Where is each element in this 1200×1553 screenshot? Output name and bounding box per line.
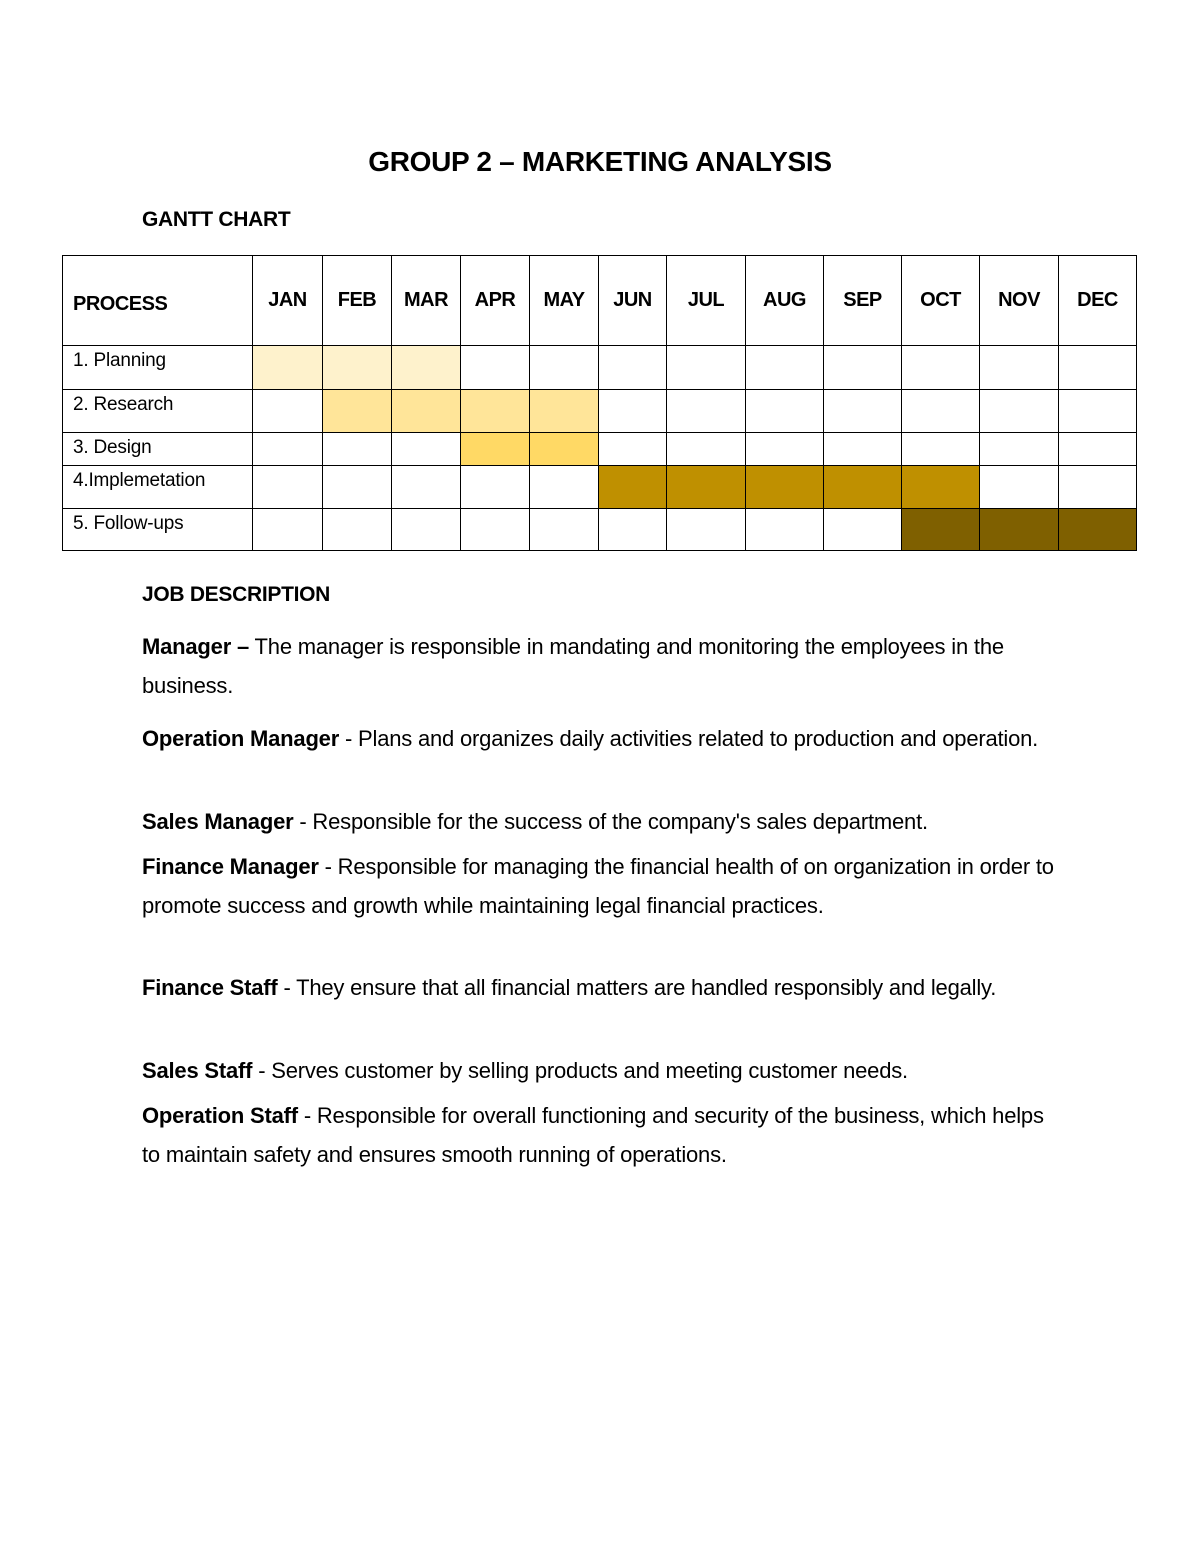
gantt-bar-cell [392, 346, 461, 390]
gantt-empty-cell [392, 433, 461, 466]
gantt-task-row [63, 466, 1137, 509]
job-role: Manager – [142, 634, 250, 659]
gantt-empty-cell [1059, 390, 1137, 433]
gantt-chart-table [62, 255, 1137, 551]
document-title: GROUP 2 – MARKETING ANALYSIS [368, 146, 832, 177]
gantt-chart-heading: GANTT CHART [142, 208, 291, 231]
job-description-finance-manager [142, 848, 1062, 925]
gantt-task-row [63, 509, 1137, 551]
month-header-oct: OCT [902, 256, 980, 346]
job-description-sales-manager [142, 803, 1062, 842]
month-header-nov: NOV [980, 256, 1059, 346]
gantt-empty-cell [461, 346, 530, 390]
month-header-dec: DEC [1059, 256, 1137, 346]
gantt-empty-cell [530, 346, 599, 390]
month-header-jun: JUN [599, 256, 667, 346]
gantt-empty-cell [392, 466, 461, 509]
gantt-empty-cell [599, 390, 667, 433]
gantt-empty-cell [599, 433, 667, 466]
process-column-header: PROCESS [63, 256, 253, 346]
gantt-empty-cell [253, 390, 323, 433]
gantt-empty-cell [746, 346, 824, 390]
gantt-empty-cell [980, 346, 1059, 390]
job-description-heading: JOB DESCRIPTION [142, 583, 331, 606]
gantt-bar-cell [667, 466, 746, 509]
gantt-empty-cell [824, 390, 902, 433]
gantt-empty-cell [667, 509, 746, 551]
gantt-empty-cell [746, 390, 824, 433]
gantt-empty-cell [902, 433, 980, 466]
gantt-empty-cell [323, 433, 392, 466]
gantt-bar-cell [461, 390, 530, 433]
gantt-bar-cell [746, 466, 824, 509]
gantt-empty-cell [980, 466, 1059, 509]
job-role: Finance Manager [142, 854, 319, 879]
gantt-bar-cell [530, 433, 599, 466]
gantt-empty-cell [599, 346, 667, 390]
month-header-aug: AUG [746, 256, 824, 346]
job-role: Finance Staff [142, 975, 278, 1000]
gantt-empty-cell [392, 509, 461, 551]
gantt-empty-cell [824, 509, 902, 551]
gantt-empty-cell [824, 346, 902, 390]
month-header-mar: MAR [392, 256, 461, 346]
gantt-bar-cell [824, 466, 902, 509]
gantt-empty-cell [1059, 433, 1137, 466]
gantt-task-row [63, 346, 1137, 390]
job-text: - Serves customer by selling products and meeting customer needs. [252, 1058, 908, 1083]
gantt-bar-cell [253, 346, 323, 390]
month-header-apr: APR [461, 256, 530, 346]
job-role: Sales Manager [142, 809, 294, 834]
gantt-task-name: 5. Follow-ups [63, 509, 253, 551]
job-text: - Responsible for overall functioning and security of the business, which helps to maintain safety and ensures smooth running of operations. [142, 1103, 1044, 1167]
gantt-empty-cell [461, 509, 530, 551]
job-text: - They ensure that all financial matters are handled responsibly and legally. [277, 975, 997, 1000]
gantt-empty-cell [323, 466, 392, 509]
job-role: Operation Staff [142, 1103, 298, 1128]
job-description-manager [142, 628, 1062, 705]
job-role: Operation Manager [142, 726, 340, 751]
gantt-bar-cell [1059, 509, 1137, 551]
gantt-empty-cell [746, 509, 824, 551]
month-header-sep: SEP [824, 256, 902, 346]
gantt-empty-cell [253, 509, 323, 551]
gantt-empty-cell [1059, 466, 1137, 509]
gantt-bar-cell [599, 466, 667, 509]
job-description-operation-staff [142, 1097, 1062, 1174]
gantt-empty-cell [1059, 346, 1137, 390]
gantt-empty-cell [980, 390, 1059, 433]
gantt-bar-cell [461, 433, 530, 466]
gantt-bar-cell [530, 390, 599, 433]
gantt-bar-cell [980, 509, 1059, 551]
gantt-empty-cell [253, 433, 323, 466]
gantt-empty-cell [824, 433, 902, 466]
job-text: - Responsible for the success of the company's sales department. [293, 809, 928, 834]
job-role: Sales Staff [142, 1058, 253, 1083]
gantt-empty-cell [530, 466, 599, 509]
gantt-empty-cell [530, 509, 599, 551]
gantt-task-name: 3. Design [63, 433, 253, 466]
gantt-bar-cell [902, 509, 980, 551]
month-header-feb: FEB [323, 256, 392, 346]
job-text: - Responsible for managing the financial health of on organization in order to promote success and growth while maintaining legal financial practices. [142, 854, 1054, 918]
gantt-task-name: 4.Implemetation [63, 466, 253, 509]
gantt-task-name: 2. Research [63, 390, 253, 433]
gantt-empty-cell [746, 433, 824, 466]
job-description-sales-staff [142, 1052, 1062, 1091]
gantt-empty-cell [667, 433, 746, 466]
gantt-empty-cell [902, 390, 980, 433]
gantt-empty-cell [599, 509, 667, 551]
gantt-empty-cell [253, 466, 323, 509]
gantt-empty-cell [980, 433, 1059, 466]
gantt-empty-cell [461, 466, 530, 509]
gantt-task-row [63, 390, 1137, 433]
gantt-bar-cell [392, 390, 461, 433]
gantt-empty-cell [323, 509, 392, 551]
gantt-empty-cell [667, 346, 746, 390]
gantt-task-name: 1. Planning [63, 346, 253, 390]
gantt-bar-cell [323, 390, 392, 433]
job-description-finance-staff [142, 969, 1062, 1008]
gantt-empty-cell [667, 390, 746, 433]
month-header-jul: JUL [667, 256, 746, 346]
job-description-operation-manager [142, 720, 1062, 759]
month-header-jan: JAN [253, 256, 323, 346]
gantt-task-row [63, 433, 1137, 466]
gantt-bar-cell [323, 346, 392, 390]
gantt-bar-cell [902, 466, 980, 509]
job-text: - Plans and organizes daily activities related to production and operation. [339, 726, 1039, 751]
month-header-may: MAY [530, 256, 599, 346]
gantt-empty-cell [902, 346, 980, 390]
job-text: The manager is responsible in mandating and monitoring the employees in the business. [142, 634, 1004, 698]
gantt-header-row [63, 256, 1137, 346]
